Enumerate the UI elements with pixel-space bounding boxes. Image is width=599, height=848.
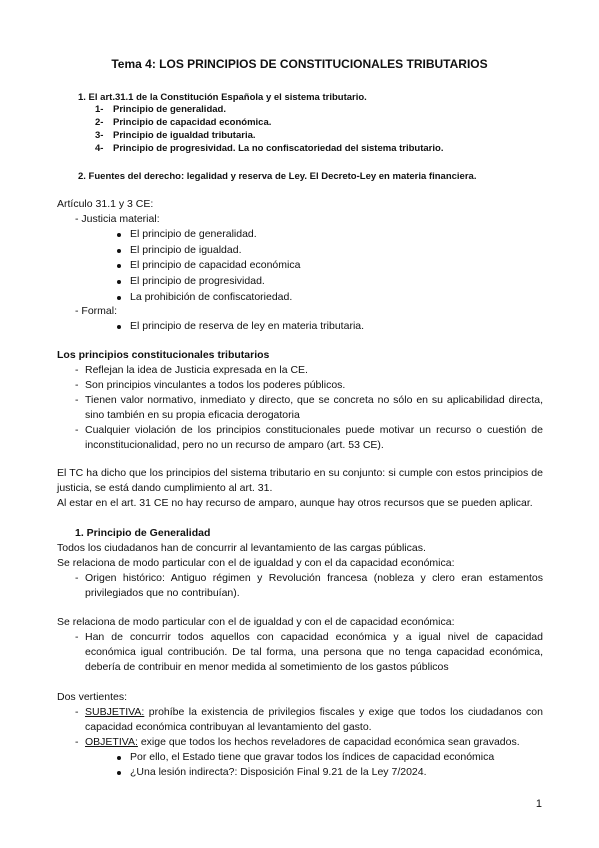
outline-sub-num-4: 4-: [95, 143, 104, 154]
outline-sub-num-2: 2-: [95, 117, 104, 128]
tc-paragraph-2: Al estar en el art. 31 CE no hay recurso de amparo, aunque hay otros recursos que se pueden aplicar.: [57, 497, 533, 509]
generalidad-heading: 1. Principio de Generalidad: [75, 527, 211, 539]
outline-item-1-rest: de la Constitución Española y el sistema tributario.: [133, 92, 367, 103]
bullet-dot: [117, 325, 121, 329]
material-item-2: El principio de igualdad.: [130, 244, 242, 256]
principios-heading: Los principios constitucionales tributarios: [57, 349, 270, 361]
bullet-dot: [117, 280, 121, 284]
outline-item-1: [78, 92, 367, 103]
outline-sub-text-2: Principio de capacidad económica.: [113, 117, 272, 128]
dash: -: [75, 706, 79, 718]
dash: -: [75, 379, 79, 391]
outline-sub-num-1: 1-: [95, 104, 104, 115]
bullet-dot: [117, 233, 121, 237]
outline-sub-text-3: Principio de igualdad tributaria.: [113, 130, 256, 141]
generalidad-bullet-2: Han de concurrir todos aquellos con capacidad económica y a igual nivel de capacidad económica igual contribución. De tal forma, una persona que no tenga capacidad económica, debería de contribuir en menor medida al sometimiento de los gastos públicos: [85, 631, 543, 673]
dash: -: [75, 364, 79, 376]
tc-paragraph: El TC ha dicho que los principios del sistema tributario en su conjunto: si cumple con estos principios de justicia, se está dando cumplimiento al art. 31.: [57, 467, 543, 494]
page-number: 1: [535, 798, 542, 810]
objetiva-label: OBJETIVA:: [85, 736, 138, 748]
generalidad-line-3: Se relaciona de modo particular con el de igualdad y con el de capacidad económica:: [57, 616, 455, 628]
objetiva-subitem-2: ¿Una lesión indirecta?: Disposición Final 9.21 de la Ley 7/2024.: [130, 766, 427, 778]
principios-item-2: Son principios vinculantes a todos los poderes públicos.: [85, 379, 346, 391]
objetiva-text: exige que todos los hechos reveladores de capacidad económica sean gravados.: [137, 736, 520, 748]
material-item-3: El principio de capacidad económica: [130, 259, 301, 271]
outline-sub-text-1: Principio de generalidad.: [113, 104, 226, 115]
principios-item-3: Tienen valor normativo, inmediato y directo, que se concreta no sólo en su aplicabilidad directa, sino también en su propia eficacia derogatoria: [85, 394, 543, 421]
formal-item-1: El principio de reserva de ley en materia tributaria.: [130, 320, 365, 332]
material-item-5: La prohibición de confiscatoriedad.: [130, 291, 293, 303]
objetiva-item: [85, 735, 520, 749]
bullet-dot: [117, 264, 121, 268]
objetiva-subitem-1: Por ello, el Estado tiene que gravar todos los índices de capacidad económica: [130, 751, 495, 763]
dash: -: [75, 572, 79, 584]
outline-item-2: 2. Fuentes del derecho: legalidad y reserva de Ley. El Decreto-Ley en materia financiera.: [78, 171, 477, 182]
outline-item-1-bold: 31.1: [114, 92, 134, 103]
bullet-dot: [117, 249, 121, 253]
dash: -: [75, 631, 79, 643]
articulo-heading: Artículo 31.1 y 3 CE:: [57, 198, 154, 210]
dash: -: [75, 424, 79, 436]
subjetiva-label: SUBJETIVA:: [85, 706, 145, 718]
bullet-dot: [117, 756, 121, 760]
subjetiva-text: prohíbe la existencia de privilegios fiscales y exige que todos los ciudadanos con capacidad económica contribuyan al levantamiento del gasto.: [85, 706, 543, 733]
vertientes-label: Dos vertientes:: [57, 691, 128, 703]
outline-item-1-prefix: 1. El art.: [78, 92, 115, 103]
subjetiva-item: [85, 705, 543, 735]
justicia-material-label: - Justicia material:: [75, 213, 160, 225]
material-item-4: El principio de progresividad.: [130, 275, 265, 287]
dash: -: [75, 736, 79, 748]
generalidad-line-2: Se relaciona de modo particular con el de igualdad y con el da capacidad económica:: [57, 557, 455, 569]
generalidad-line-1: Todos los ciudadanos han de concurrir al levantamiento de las cargas públicas.: [57, 542, 426, 554]
material-item-1: El principio de generalidad.: [130, 228, 257, 240]
principios-item-4: Cualquier violación de los principios constitucionales puede motivar un recurso o cuestión de inconstitucionalidad, pero no un recurso de amparo (art. 53 CE).: [85, 424, 543, 451]
outline-sub-text-4: Principio de progresividad. La no confiscatoriedad del sistema tributario.: [113, 143, 444, 154]
page-title: Tema 4: LOS PRINCIPIOS DE CONSTITUCIONALES TRIBUTARIOS: [111, 57, 488, 71]
dash: -: [75, 394, 79, 406]
outline-sub-num-3: 3-: [95, 130, 104, 141]
principios-item-1: Reflejan la idea de Justicia expresada en la CE.: [85, 364, 308, 376]
formal-label: - Formal:: [75, 305, 117, 317]
bullet-dot: [117, 771, 121, 775]
bullet-dot: [117, 296, 121, 300]
generalidad-bullet-1: Origen histórico: Antiguo régimen y Revolución francesa (nobleza y clero eran estamentos privilegiados que no contribuían).: [85, 572, 543, 599]
